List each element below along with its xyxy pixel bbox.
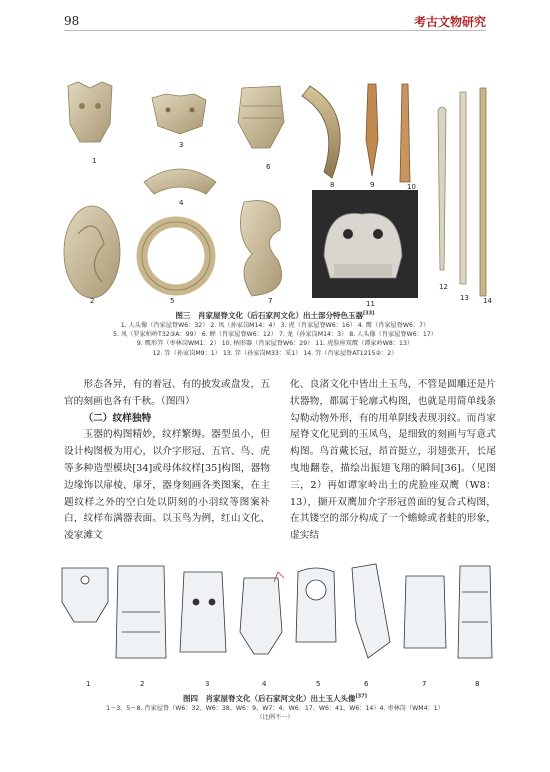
body-right-column	[290, 377, 496, 545]
artifact-14-hairpin	[480, 88, 486, 296]
left-paragraph-1: 形态各异，有的着冠、有的披发或盘发，五官的刻画也各有千秋。（图四）	[64, 379, 270, 407]
figure4-title: 图四 肖家屋脊文化（后石家河文化）出土玉人头像[37]	[182, 693, 368, 703]
page-number: 98	[64, 14, 80, 28]
artifact-4-eagle	[144, 169, 216, 194]
fig3-label-1: 1	[92, 157, 97, 165]
artifact-12-hairpin	[438, 107, 446, 270]
fig3-label-5: 5	[170, 297, 175, 305]
artifact-6-cicada	[238, 86, 284, 148]
figure4-drawings	[56, 562, 496, 662]
drawing-5	[296, 568, 336, 642]
artifact-3-tiger	[152, 94, 206, 134]
fig4-label-7: 7	[422, 680, 427, 688]
fig3-label-2: 2	[90, 297, 95, 305]
fig3-label-4: 4	[179, 199, 184, 207]
fig3-label-7: 7	[268, 297, 273, 305]
fig4-label-5: 5	[316, 680, 321, 688]
artifact-7-dragon	[240, 201, 281, 296]
fig3-label-11: 11	[366, 300, 375, 308]
figure3-caption-line-3: 9. 鹰形笄（枣林岗WM1：2） 10. 柄形器（肖家屋脊W6：29） 11. 虎脸座双鹰（谭家岭W8：13）	[136, 340, 414, 348]
artifact-10-handle	[400, 84, 410, 182]
body-left-column	[64, 377, 270, 545]
figure3-caption	[40, 310, 510, 358]
figure3-caption-line-2: 5. 凤（罗家柏岭T32③A：99） 6. 蝉（肖家屋脊W6：12） 7. 龙（孙家岗M14：3） 8. 人头像（肖家屋脊W6：17）	[113, 331, 437, 339]
artifact-8-curved-head	[302, 86, 340, 178]
fig4-label-6: 6	[364, 680, 369, 688]
page-header	[64, 10, 486, 31]
fig3-label-12: 12	[439, 283, 448, 291]
figure4-caption-line-2: （比例不一）	[256, 714, 294, 722]
fig3-label-10: 10	[407, 183, 416, 191]
artifact-9-hawk-hairpin	[366, 84, 378, 176]
artifact-13-hairpin	[460, 92, 466, 284]
fig4-label-2: 2	[140, 680, 145, 688]
fig4-label-3: 3	[205, 680, 210, 688]
fig3-label-13: 13	[460, 294, 469, 302]
figure3-title: 图三 肖家屋脊文化（后石家河文化）出土部分特色玉器[33]	[175, 310, 375, 320]
fig3-label-6: 6	[266, 163, 271, 171]
fig4-label-4: 4	[262, 680, 267, 688]
fig4-label-1: 1	[86, 680, 91, 688]
artifact-1-human-head	[68, 82, 112, 142]
fig3-label-3: 3	[179, 141, 184, 149]
artifact-2-phoenix	[64, 206, 120, 298]
drawing-8	[458, 566, 492, 658]
figure4-caption	[40, 693, 510, 722]
drawing-6	[352, 564, 390, 658]
journal-name: 考古文物研究	[413, 15, 486, 29]
right-paragraph-1: 化、良渚文化中皆出土玉鸟，不管是圆雕还是片状器物，都属于轮廓式构图，也就是用简单线条勾勒动物外形，有的用单阴线表现羽纹。而肖家屋脊文化见到的玉凤鸟，是细致的刻画与写意式构图。鸟首戴长冠，昂首挺立，羽翅张开，长尾曳地翻卷，描绘出振翅飞翔的瞬间[36]。（见图三，2）再如谭家岭出土的虎脸座双鹰（W8：13），撷开双鹰加介字形冠兽面的复合式构图，在其镂空的部分构成了一个蟾蜍或者蛙的形象，虚实结	[290, 379, 496, 542]
figure4-caption-line-1: 1～3、5～8. 肖家屋脊（W6：32、W6：38、W6：9、W7：4、W6：17、W6：41、W6：14）4. 枣林岗（WM4：1）	[106, 705, 444, 712]
drawing-7	[404, 576, 446, 648]
fig3-label-14: 14	[483, 297, 492, 305]
figure3-caption-line-4: 12. 笄（孙家岗M9：1） 13. 笄（孙家岗M33：采1） 14. 笄（肖家屋脊AT1215②：2）	[152, 349, 398, 357]
fig3-label-9: 9	[370, 181, 375, 189]
fig4-label-8: 8	[475, 680, 480, 688]
drawing-3	[180, 572, 226, 652]
figure3-photo-plate	[56, 44, 494, 304]
section-heading: （二）纹样独特	[83, 412, 152, 424]
drawing-4	[240, 578, 282, 654]
fig3-label-8: 8	[330, 181, 335, 189]
left-paragraph-2: 玉器的构图精妙，纹样繁缛。器型虽小，但设计构图极为用心，以介字形冠、五官、鸟、虎等多种造型模块[34]或母体纹样[35]构图，器物边缘饰以扉棱、扉牙，器身刻画各类图案，在主题纹样之外的空白处以阴刻的小羽纹等图案补白，纹样布满器表面。以玉鸟为例，红山文化、凌家滩文	[64, 429, 270, 542]
figure3-caption-line-1: 1. 人头像（肖家屋脊W6：32） 2. 凤（孙家岗M14：4） 3. 虎（肖家屋脊W6：16） 4. 鹰（肖家屋脊W6：7）	[120, 322, 430, 329]
